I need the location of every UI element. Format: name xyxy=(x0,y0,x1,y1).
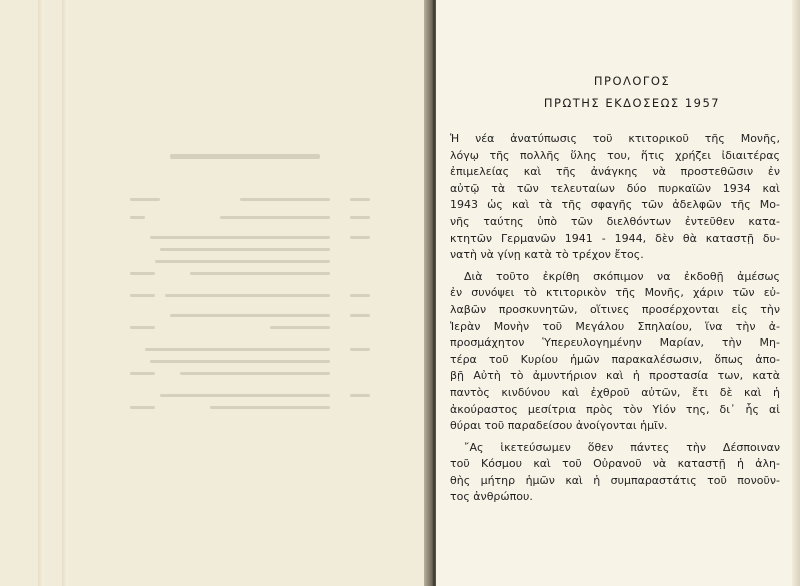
text-line: τοῦ Κόσμου καὶ τοῦ Οὐρανοῦ νὰ καταστῇ ἡ ἀλη- xyxy=(450,457,780,471)
text-line: παντὸς κινδύνου καὶ ἐχθροῦ αὐτῶν, ἔτι δὲ καὶ ἡ xyxy=(450,385,780,399)
text-line: κτητῶν Γερμανῶν 1941 - 1944, δὲν θὰ καταστῇ δυ- xyxy=(450,231,780,245)
text-line: τος ἀνθρώπου. xyxy=(450,490,533,504)
text-line: 1943 ὡς καὶ τὰ τῆς σφαγῆς τῶν ἀδελφῶν τῆς Μο- xyxy=(450,198,780,212)
preface-text xyxy=(450,131,780,506)
show-through-contents-page xyxy=(115,150,370,450)
page-title: ΠΡΟΛΟΓΟΣ xyxy=(593,74,671,88)
text-line: ῎Ας ἱκετεύσωμεν ὅθεν πάντες τὴν Δέσποιναν xyxy=(464,440,780,454)
text-line: νῆς ταύτης ὑπὸ τῶν διελθόντων ἐντεῦθεν κατα- xyxy=(450,214,780,228)
paragraph xyxy=(450,269,780,435)
page-subtitle: ΠΡΩΤΗΣ ΕΚΔΟΣΕΩΣ 1957 xyxy=(543,96,721,110)
text-line: ἐν συνόψει τὸ κτιτορικὸν τῆς Μονῆς, χάριν τῶν εὐ- xyxy=(450,286,780,300)
text-line: βῇ Αὐτὴ τὸ ἀμυντήριον καὶ ἡ προστασία των, κατὰ xyxy=(450,369,780,383)
page-edge-shadow xyxy=(792,0,800,586)
text-line: Ἱερὰν Μονὴν τοῦ Μεγάλου Σπηλαίου, ἵνα τὴν ἀ- xyxy=(450,319,780,333)
text-line: Ἡ νέα ἀνατύπωσις τοῦ κτιτορικοῦ τῆς Μονῆς, xyxy=(450,132,780,145)
text-line: ἐπιμελείας καὶ τῆς ἀνάγκης νὰ προστεθῶσιν ἐν xyxy=(450,165,780,179)
text-line: θὴς μήτηρ ἡμῶν καὶ ἡ συμπαραστάτις τοῦ πονοῦν- xyxy=(450,473,780,487)
text-line: νατὴ νὰ γίνῃ κατὰ τὸ τρέχον ἔτος. xyxy=(450,248,644,262)
text-line: αὐτῷ τὰ τῶν τελευταίων δύο πυρκαϊῶν 1934 καὶ xyxy=(450,181,780,195)
paragraph xyxy=(450,440,780,506)
text-line: λόγῳ τῆς πολλῆς ὕλης του, ἥτις χρήζει ἰδιαιτέρας xyxy=(450,148,780,162)
paragraph xyxy=(450,131,780,264)
text-line: λαβῶν προσκυνητῶν, οἵτινες προσέρχονται εἰς τὴν xyxy=(450,302,780,316)
text-line: Διὰ τοῦτο ἐκρίθη σκόπιμον να ἐκδοθῇ ἀμέσως xyxy=(464,269,780,283)
text-line: τέρα τοῦ Κυρίου ἡμῶν παρακαλέσωσιν, ὅπως ἀπο- xyxy=(450,352,780,366)
page-edge xyxy=(62,0,68,586)
text-line: προσμάχητον Ὑπερευλογημένην Μαρίαν, τὴν Μη- xyxy=(450,336,780,350)
text-line: θύραι τοῦ παραδείσου ἀνοίγονται ἡμῖν. xyxy=(450,419,668,433)
text-line: ἀκούραστος μεσίτρια πρὸς τὸν Υἱόν της, δι᾽ ἧς αἱ xyxy=(450,402,780,416)
page-edge xyxy=(38,0,44,586)
